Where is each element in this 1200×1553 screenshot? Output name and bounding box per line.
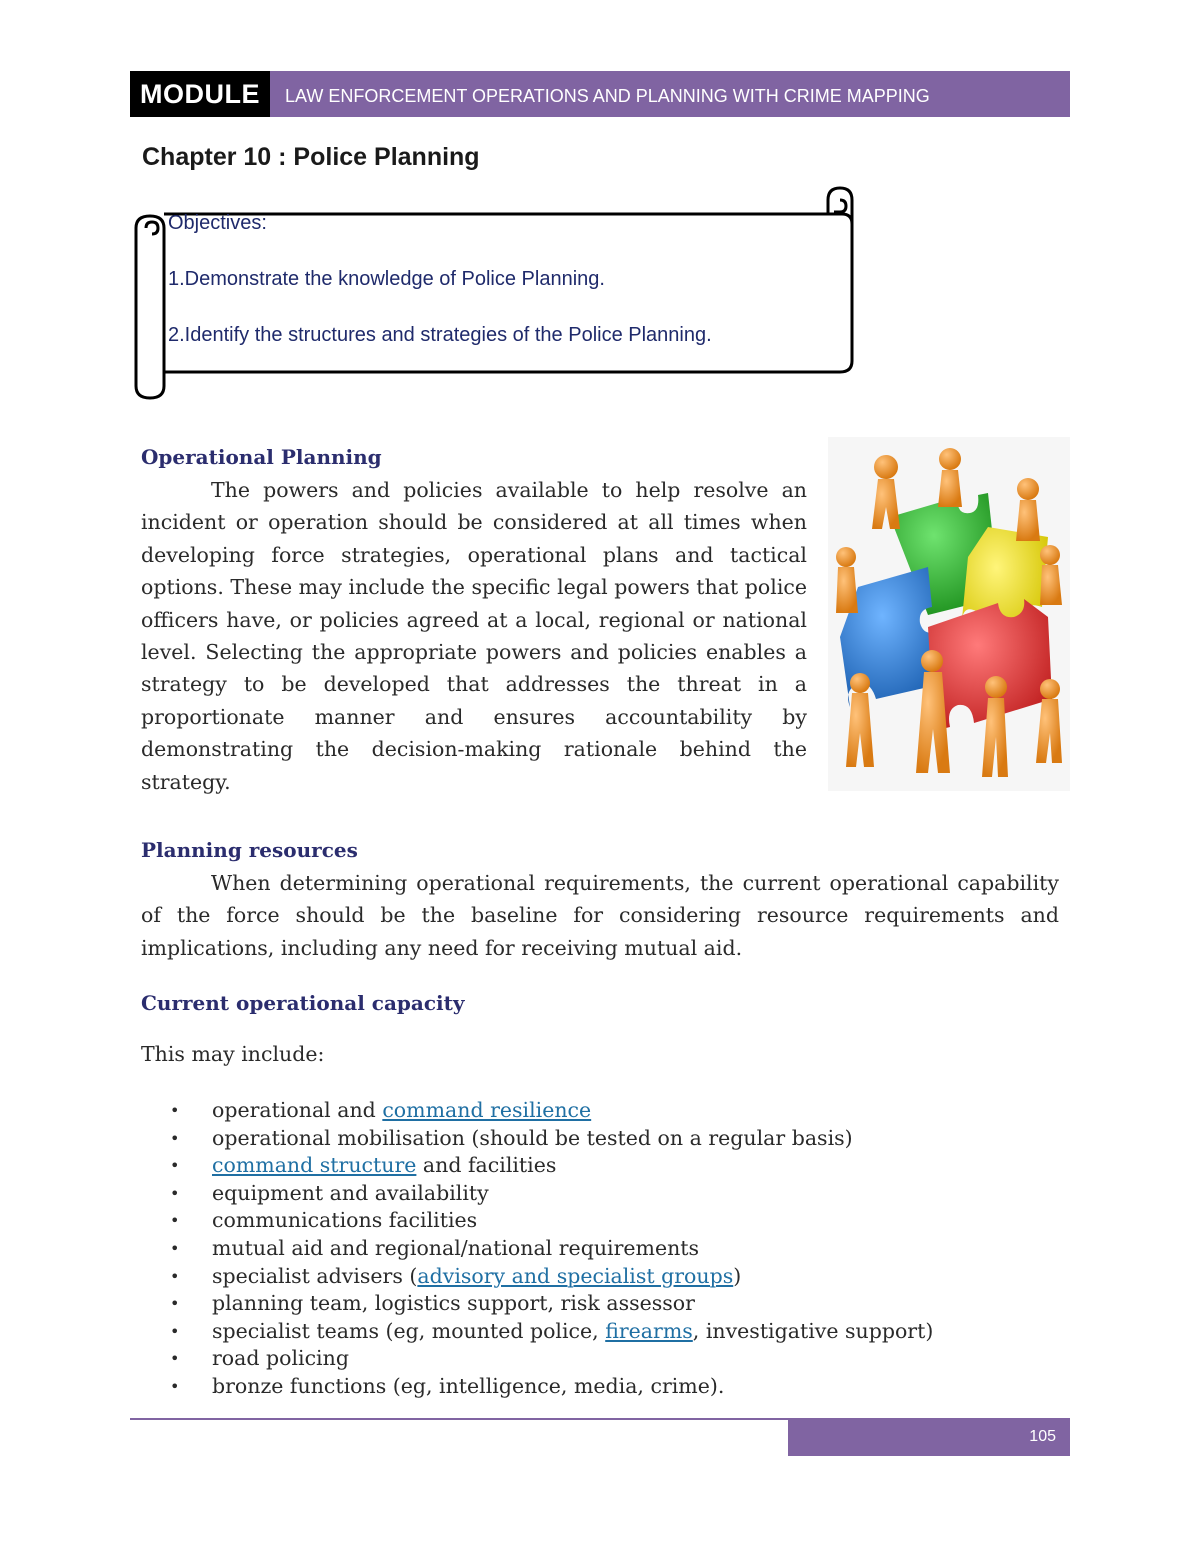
list-item: [170, 1263, 933, 1291]
list-item: [170, 1235, 933, 1263]
section-heading-operational-planning: Operational Planning: [141, 445, 382, 469]
objectives-heading: Objectives:: [168, 212, 267, 234]
command-structure-link[interactable]: command structure: [212, 1153, 417, 1178]
list-item-text: planning team, logistics support, risk assessor: [212, 1291, 695, 1316]
list-item: [170, 1180, 933, 1208]
list-item: [170, 1152, 933, 1180]
team-puzzle-icon: [828, 437, 1070, 791]
section-heading-planning-resources: Planning resources: [141, 838, 358, 862]
list-item: [170, 1373, 933, 1401]
operational-planning-paragraph: The powers and policies available to help resolve an incident or operation should be considered at all times when developing force strategies, operational plans and tactical options. These may include the specific legal powers that police officers have, or policies agreed at a local, regional or national level. Selecting the appropriate powers and policies enables a strategy to be developed that addresses the threat in a proportionate manner and ensures accountability by demonstrating the decision-making rationale behind the strategy.: [141, 478, 807, 794]
course-title: LAW ENFORCEMENT OPERATIONS AND PLANNING WITH CRIME MAPPING: [270, 71, 1070, 117]
list-item-text: ): [733, 1263, 742, 1288]
chapter-title: Chapter 10 : Police Planning: [142, 143, 480, 171]
list-item-text: specialist teams (eg, mounted police,: [212, 1318, 606, 1343]
list-item-text: bronze functions (eg, intelligence, media, crime).: [212, 1373, 725, 1398]
list-item: [170, 1318, 933, 1346]
list-item: [170, 1125, 933, 1153]
objective-item: 2.Identify the structures and strategies of the Police Planning.: [168, 324, 712, 346]
list-item: [170, 1345, 933, 1373]
list-item: [170, 1290, 933, 1318]
team-puzzle-illustration: [828, 437, 1070, 791]
list-item-text: and facilities: [416, 1153, 557, 1178]
capacity-intro: This may include:: [141, 1042, 325, 1066]
list-item-text: operational and: [212, 1098, 383, 1122]
capacity-list: [170, 1097, 933, 1401]
objective-item: 1.Demonstrate the knowledge of Police Planning.: [168, 268, 605, 290]
list-item-text: mutual aid and regional/national requirements: [212, 1235, 700, 1260]
planning-resources-paragraph: When determining operational requirements, the current operational capability of the force should be the baseline for considering resource requirements and implications, including any need for receiving mutual aid.: [141, 871, 1059, 960]
list-item-text: , investigative support): [692, 1318, 934, 1343]
list-item-text: operational mobilisation (should be tested on a regular basis): [212, 1125, 853, 1150]
firearms-link[interactable]: firearms: [605, 1318, 693, 1343]
list-item-text: communications facilities: [212, 1208, 478, 1233]
list-item: [170, 1207, 933, 1235]
page-number: 105: [788, 1418, 1070, 1456]
module-label: MODULE: [130, 71, 270, 117]
list-item-text: specialist advisers (: [212, 1263, 418, 1288]
advisory-groups-link[interactable]: advisory and specialist groups: [417, 1263, 734, 1288]
list-item: [170, 1097, 933, 1125]
section-heading-current-capacity: Current operational capacity: [141, 991, 465, 1015]
list-item-text: equipment and availability: [212, 1180, 489, 1205]
command-resilience-link[interactable]: command resilience: [382, 1098, 592, 1122]
list-item-text: road policing: [212, 1346, 349, 1371]
